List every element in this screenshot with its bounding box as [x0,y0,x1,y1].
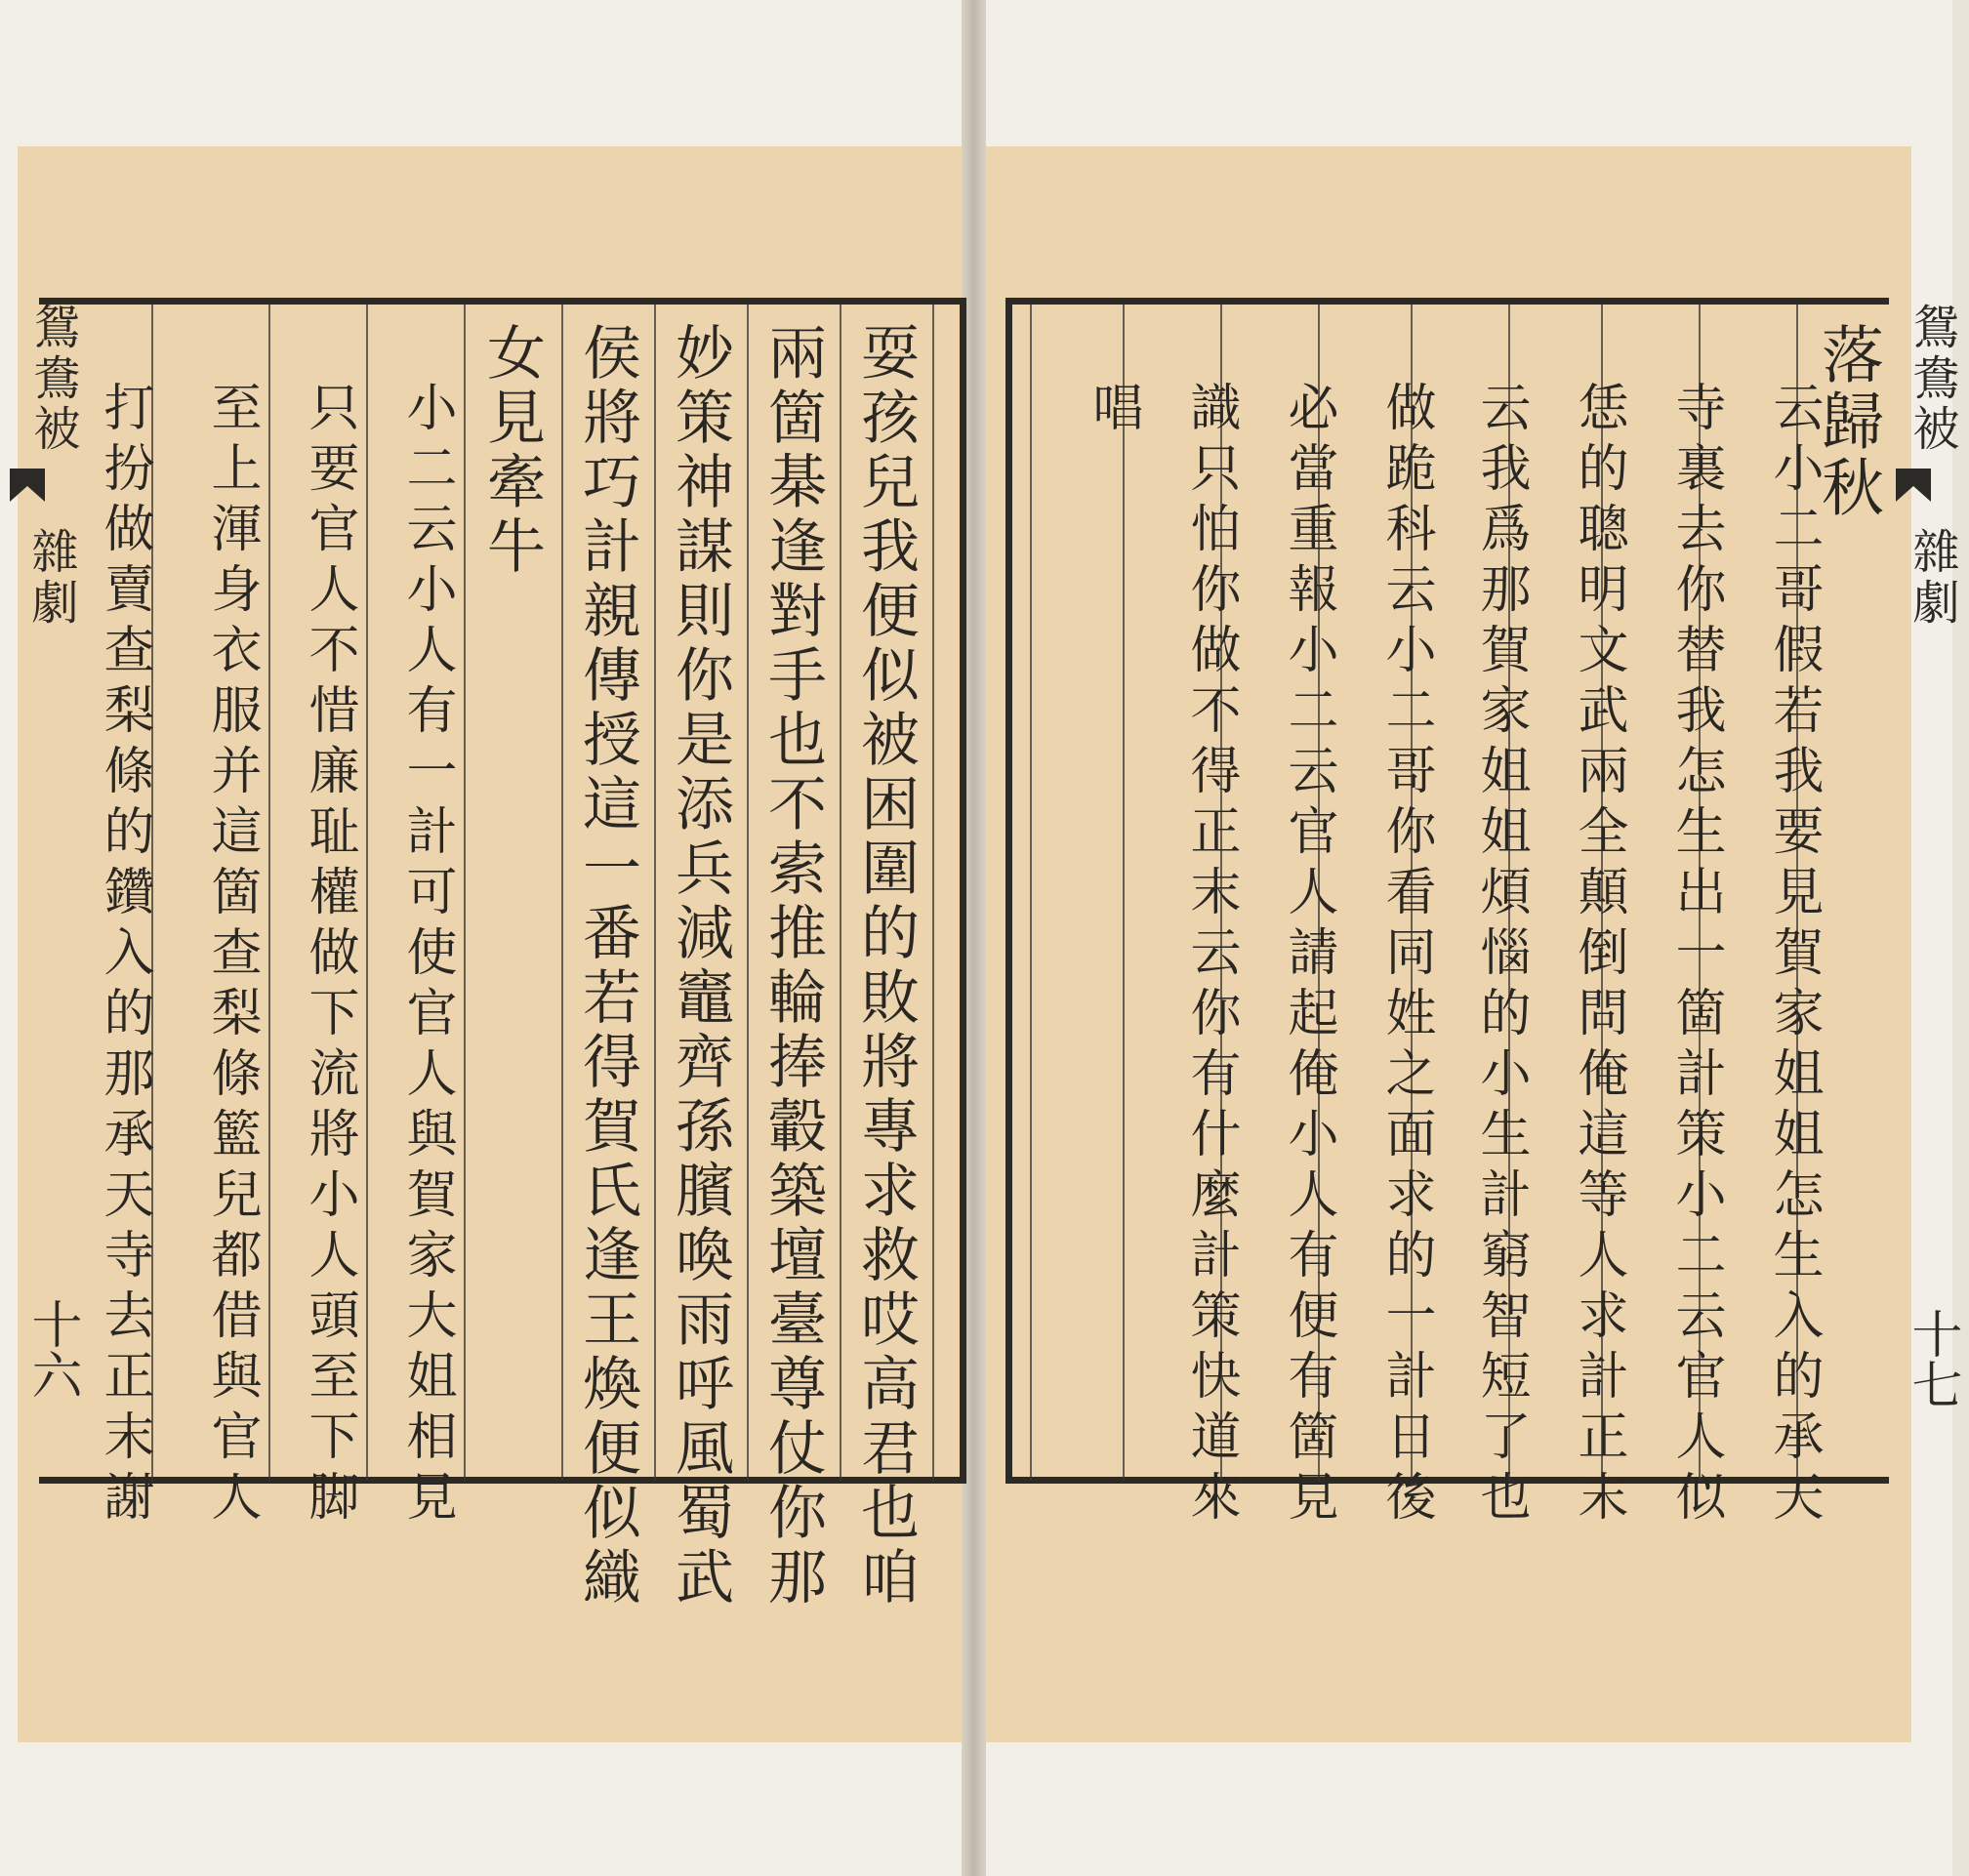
column-rule [654,305,656,1481]
left-fish-tail-mark [10,469,45,486]
right-column-7: 必當重報小二云官人請起俺小人有便有箇見 [1279,381,1337,1530]
column-rule [1123,305,1125,1481]
right-margin-title: 鴛鴦被 [1905,303,1959,455]
right-column-6: 做跪科云小二哥你看同姓之面求的一計日後 [1376,381,1435,1530]
left-margin-category: 雜劇 [23,527,78,629]
right-margin-category: 雜劇 [1905,527,1959,629]
right-column-2: 云小二哥假若我要見賀家姐姐怎生入的承天 [1764,381,1823,1530]
left-frame-inner-line [932,305,934,1481]
left-column-3: 妙策神謀則你是添兵減竈齊孫臏喚雨呼風蜀武 [666,322,734,1611]
left-column-1: 耍孩兒我便似被困圍的敗將專求救哎高君也咱 [851,322,920,1611]
column-rule [840,305,841,1481]
left-folio-number: 十六 [22,1298,81,1400]
right-fish-tail-mark [1896,469,1931,486]
right-column-1: 落歸秋 [1811,322,1883,521]
left-column-7: 只要官人不惜廉耻權做下流將小人頭至下脚 [300,381,358,1530]
left-margin-title: 鴛鴦被 [25,303,80,455]
right-column-9: 唱 [1084,381,1142,441]
right-column-8: 識只怕你做不得正末云你有什麼計策快道來 [1181,381,1240,1530]
right-column-3: 寺裏去你替我怎生出一箇計策小二云官人似 [1666,381,1725,1530]
right-frame-inner-line [1030,305,1032,1481]
left-column-8: 至上渾身衣服并這箇查梨條籃兒都借與官人 [202,381,261,1530]
column-rule [747,305,749,1481]
right-column-4: 恁的聰明文武兩全顛倒問俺這等人求計正末 [1569,381,1627,1530]
right-folio-number: 十七 [1903,1308,1961,1409]
left-column-6: 小二云小人有一計可使官人與賀家大姐相見 [397,381,456,1530]
column-rule [561,305,563,1481]
right-column-5: 云我爲那賀家姐姐煩惱的小生計窮智短了也 [1471,381,1530,1530]
left-column-5: 女見牽牛 [477,322,546,580]
left-column-9: 打扮做賣查梨條的鑽入的那承天寺去正末謝 [95,381,153,1530]
left-column-4: 侯將巧計親傳授這一番若得賀氏逢王煥便似織 [573,322,641,1611]
left-column-2: 兩箇棊逢對手也不索推輪捧轂築壇臺尊仗你那 [759,322,827,1611]
